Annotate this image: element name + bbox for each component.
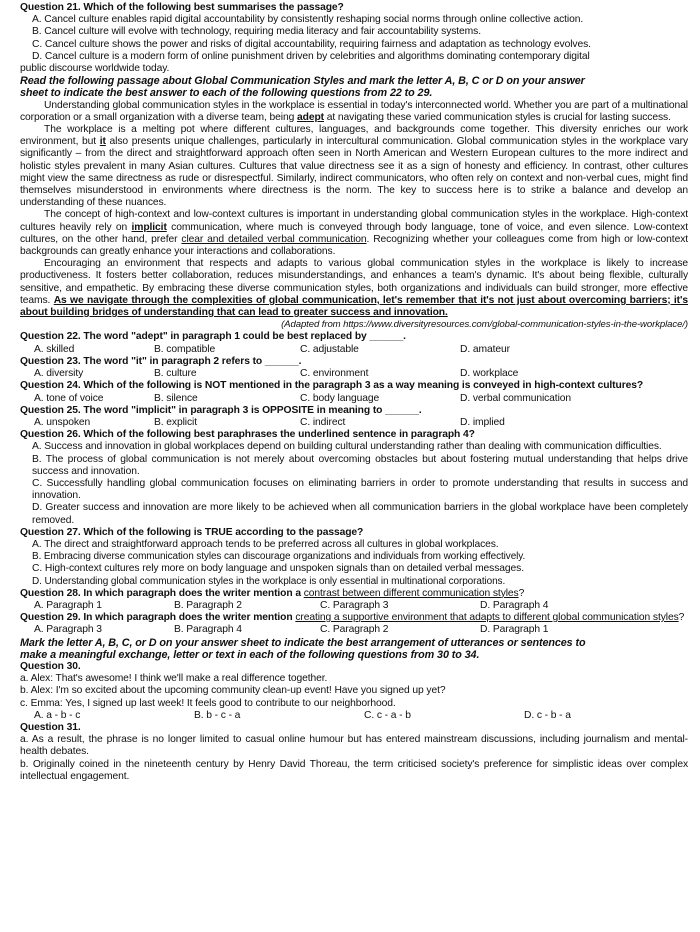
q26-option-d: D. Greater success and innovation are more likely to be achieved when all communication barriers in the global workplace have been completely removed. [32,502,688,526]
q23-option-b: B. culture [154,368,197,380]
q30-title: Question 30. [20,660,81,672]
q27-option-b: B. Embracing diverse communication styles can discourage organizations and individuals from working effectively. [32,551,526,563]
passage-paragraph-3 [20,209,688,258]
q21-option-a: A. Cancel culture enables rapid digital accountability by consistently reshaping social norms through online collective action. [32,14,584,26]
q28-question [20,588,688,600]
q25-option-d: D. implied [460,416,505,428]
p3-clear: clear and detailed verbal communication [181,233,367,245]
instruction-30-34-line1: Mark the letter A, B, C, or D on your answer sheet to indicate the best arrangement of utterances or sentences to [20,636,586,649]
q24-options [20,393,688,405]
q30-utterance-a: a. Alex: That's awesome! I think we'll make a real difference together. [20,673,328,685]
passage-paragraph-1 [20,100,688,124]
p2-text-end: also presents unique challenges, particularly in intercultural communication. Global communication styles in the workplace vary significantly – from the direct and straightforward approach often seen in North American and Western European cultures to the more indirect and holistic styles prevalent in many Asian cultures. Cultures that value directness see it as a sign of honesty and efficiency. In contrast, other cultures might view the same directness as rude or disrespectful. Similarly, indirect communicators, who often rely on context and non-verbal cues, might find themselves misunderstood in environments where directness is the norm. The key to success here is to strike a balance and develop an understanding of these nuances. [20,136,688,209]
q29-option-b: B. Paragraph 4 [174,624,242,636]
q24-question: Question 24. Which of the following is NOT mentioned in the paragraph 3 as a way meaning is conveyed in high-context cultures? [20,380,644,392]
q29-option-d: D. Paragraph 1 [480,624,549,636]
q31-sentence-a: a. As a result, the phrase is no longer limited to casual online humour but has entered mainstream discussions, including journalism and mental-health debates. [20,734,688,758]
q28-option-a: A. Paragraph 1 [34,599,102,611]
q26-question: Question 26. Which of the following best paraphrases the underlined sentence in paragraph 4? [20,429,475,441]
q28-question-end: ? [518,587,525,599]
q22-option-c: C. adjustable [300,343,359,355]
q26-option-c: C. Successfully handling global communication focuses on eliminating barriers in order to promote understanding that results in success and innovation. [32,477,688,502]
q29-question-underlined: creating a supportive environment that adapts to different global communication styles [295,612,679,624]
q25-option-c: C. indirect [300,416,346,428]
p3-text: The concept of high-context and low-context cultures is important in understanding global communication styles in the workplace. High-context cultures heavily rely on [20,209,688,233]
q30-utterance-b: b. Alex: I'm so excited about the upcoming community clean-up event! Have you signed up yet? [20,685,446,697]
q21-question: Question 21. Which of the following best summarises the passage? [20,2,344,13]
q21-option-b: B. Cancel culture will evolve with technology, requiring media literacy and fair accountability systems. [32,26,481,38]
q27-option-a: A. The direct and straightforward approach tends to be preferred across all cultures in global workplaces. [32,538,499,550]
q22-option-a: A. skilled [34,343,75,355]
q25-question: Question 25. The word "implicit" in paragraph 3 is OPPOSITE in meaning to ______. [20,404,422,416]
q31-sentence-b: b. Originally coined in the nineteenth century by Henry David Thoreau, the term criticised society's preference for simplistic ideas over complex intellectual engagement. [20,758,688,782]
p3-text-mid: communication, where much is conveyed through body language, tone of voice, and even silence. Low-context cultures, on the other hand, prefer [20,221,688,245]
q30-option-d: D. c - b - a [524,709,571,721]
p2-text: The workplace is a melting pot where different cultures, languages, and backgrounds come together. This diversity enriches our work environment, but [20,124,688,148]
q29-option-c: C. Paragraph 2 [320,624,389,636]
q25-option-b: B. explicit [154,416,197,428]
q28-option-c: C. Paragraph 3 [320,599,389,611]
q30-option-a: A. a - b - c [34,709,81,721]
p4-underlined-sentence: As we navigate through the complexities of global communication, let's remember that it's not just about overcoming barriers; it's about building bridges of understanding that can lead to greater success and innovation. [20,294,688,319]
q25-option-a: A. unspoken [34,416,91,428]
q30-option-c: C. c - a - b [364,709,411,721]
q24-option-a: A. tone of voice [34,392,104,404]
q28-option-b: B. Paragraph 2 [174,599,242,611]
p1-text-end: at navigating these varied communication styles is crucial for lasting success. [326,111,671,123]
q23-option-a: A. diversity [34,368,84,380]
p1-adept: adept [297,111,324,123]
q25-options [20,417,688,429]
instruction-22-29-line1: Read the following passage about Global Communication Styles and mark the letter A, B, C or D on your answer [20,75,585,88]
passage-source: (Adapted from https://www.diversityresources.com/global-communication-styles-in-the-workplace/) [281,319,688,331]
q27-option-d: D. Understanding global communication styles in the workplace is only essential in multinational corporations. [32,575,506,587]
q21-option-d-cont: public discourse worldwide today. [20,63,170,75]
q29-question [20,612,688,624]
q26-option-a: A. Success and innovation in global workplaces depend on building cultural understanding rather than dealing with communication difficulties. [32,441,662,453]
q27-question: Question 27. Which of the following is TRUE according to the passage? [20,526,364,538]
instruction-30-34-line2: make a meaningful exchange, letter or text in each of the following questions from 30 to 34. [20,648,480,661]
q31-title: Question 31. [20,721,81,733]
q24-option-b: B. silence [154,392,198,404]
p3-text-end: . Recognizing whether your colleagues come from high or low-context backgrounds can greatly enhance your interactions and collaborations. [20,233,689,258]
p4-text: Encouraging an environment that respects and adapts to various global communication styles in the workplace is likely to increase productiveness. It fosters better collaboration, reduces misunderstandings, and enhances a team's dynamic. It's about being flexible, culturally sensitive, and empathetic. By embracing these diverse communication styles, both organizations and individuals can build stronger, more effective teams. [20,258,688,306]
q24-option-c: C. body language [300,392,380,404]
q23-option-d: D. workplace [460,368,519,380]
q27-option-c: C. High-context cultures rely more on body language and unspoken signals than on detailed verbal messages. [32,563,524,575]
q29-question-end: ? [678,612,685,624]
passage-paragraph-2 [20,124,688,209]
q21-option-c: C. Cancel culture shows the power and risks of digital accountability, requiring fairness and adaptation as technology evolves. [32,38,591,50]
q29-options [20,624,688,636]
q22-option-b: B. compatible [154,343,216,355]
q30-options [20,710,688,722]
q28-question-text: Question 28. In which paragraph does the writer mention a [20,587,301,599]
passage-paragraph-4 [20,258,688,319]
p1-text: Understanding global communication styles in the workplace is essential in today's interconnected world. Whether you are part of a multinational corporation or a small organization with a diverse team, being [20,99,688,123]
q30-option-b: B. b - c - a [194,709,241,721]
q22-options [20,344,688,356]
q24-option-d: D. verbal communication [460,392,572,404]
q28-option-d: D. Paragraph 4 [480,599,549,611]
q29-question-text: Question 29. In which paragraph does the writer mention [20,612,293,624]
q23-option-c: C. environment [300,368,369,380]
q23-question: Question 23. The word "it" in paragraph 2 refers to ______. [20,355,302,367]
q23-options [20,368,688,380]
q26-option-b: B. The process of global communication is not merely about overcoming obstacles but about fostering mutual understanding that helps drive success and innovation. [32,453,688,477]
p2-it: it [99,136,106,148]
q22-option-d: D. amateur [460,343,510,355]
instruction-22-29-line2: sheet to indicate the best answer to each of the following questions from 22 to 29. [20,87,433,100]
p3-implicit: implicit [131,221,167,233]
q28-question-underlined: contrast between different communication styles [303,587,519,599]
q29-option-a: A. Paragraph 3 [34,624,102,636]
q22-question: Question 22. The word "adept" in paragraph 1 could be best replaced by ______. [20,331,406,343]
q28-options [20,600,688,612]
q30-utterance-c: c. Emma: Yes, I signed up last week! It feels good to contribute to our neighborhood. [20,697,396,709]
q21-option-d: D. Cancel culture is a modern form of online punishment driven by celebrities and algorithms dominating contemporary digital [32,50,590,62]
